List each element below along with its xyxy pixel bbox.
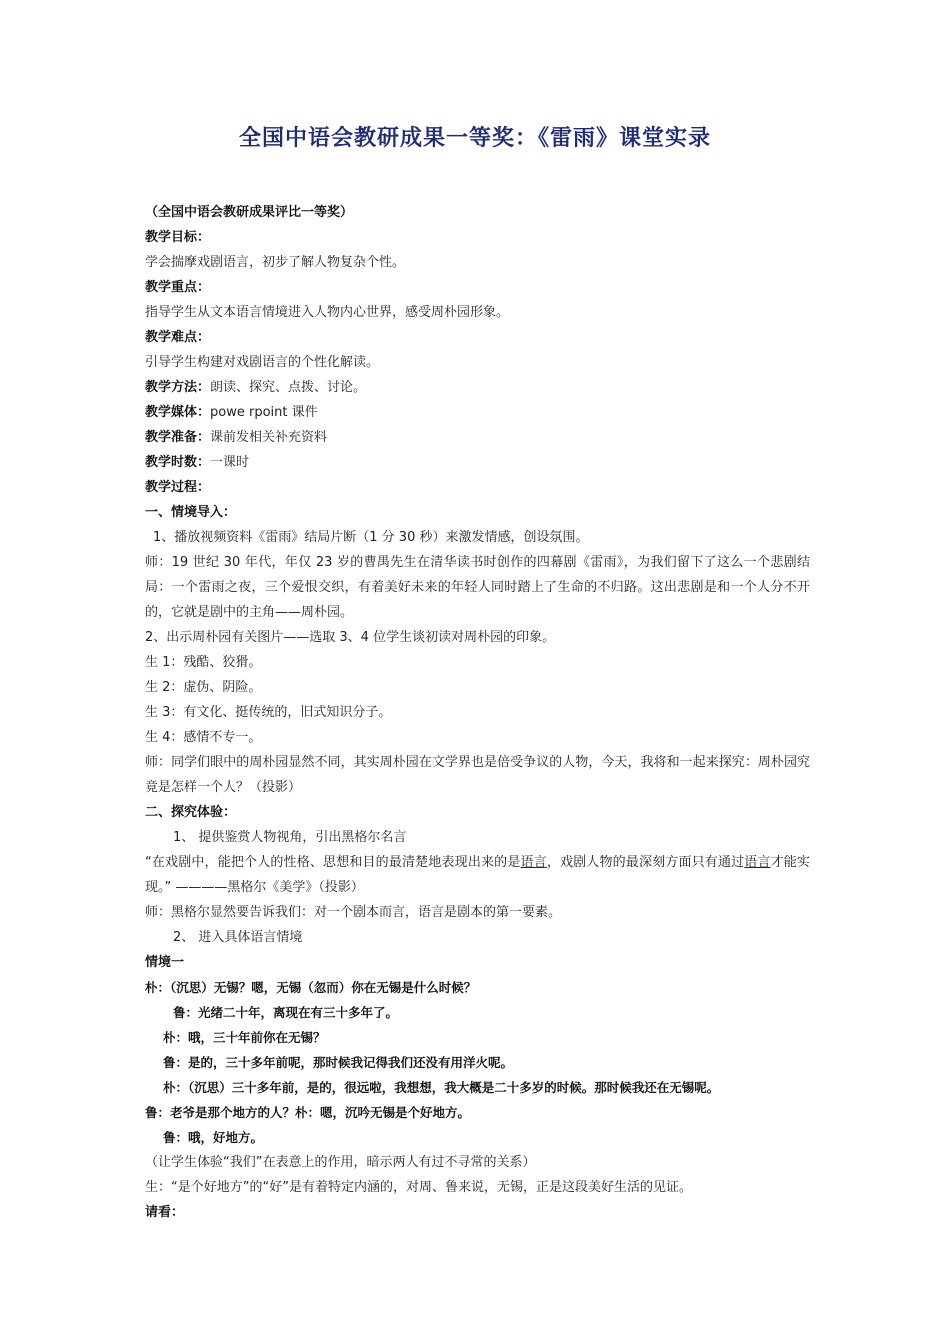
scene-note: （让学生体验“我们”在表意上的作用，暗示两人有过不寻常的关系）	[145, 1155, 536, 1170]
section2-heading: 二、探究体验：	[145, 805, 237, 820]
media-line	[145, 400, 810, 425]
method-line	[145, 375, 810, 400]
media-label: 教学媒体：	[145, 405, 211, 420]
method-text: 朗读、探究、点拨、讨论。	[210, 380, 367, 395]
section2-teacher: 师：黑格尔显然要告诉我们：对一个剧本而言，语言是剧本的第一要素。	[145, 905, 562, 920]
quote-underline-1: 语言	[520, 855, 547, 870]
objective-label: 教学目标：	[145, 230, 211, 245]
section2-step2: 2、 进入具体语言情境	[173, 930, 303, 945]
dialogue-2: 鲁：光绪二十年，离现在有三十多年了。	[173, 1005, 399, 1020]
dialogue-5: 朴：（沉思）三十多年前，是的，很远啦，我想想，我大概是二十多岁的时候。那时候我还在无锡呢。	[163, 1080, 720, 1095]
hours-line	[145, 450, 810, 475]
student-3: 生 3：有文化、挺传统的，旧式知识分子。	[145, 705, 392, 720]
media-text: powe rpoint 课件	[210, 405, 318, 420]
quote-part-b: ，戏剧人物的最深刻方面只有通过	[546, 855, 745, 870]
dialogue-7: 鲁：哦，好地方。	[163, 1130, 264, 1145]
prep-text: 课前发相关补充资料	[210, 430, 328, 445]
process-label: 教学过程：	[145, 480, 211, 495]
difficulty-text: 引导学生构建对戏剧语言的个性化解读。	[145, 355, 380, 370]
scene-1-label: 情境一	[145, 955, 185, 970]
hegel-quote	[145, 850, 810, 900]
dialogue-1: 朴：（沉思）无锡？嗯，无锡（忽而）你在无锡是什么时候？	[145, 980, 477, 995]
student-1: 生 1：残酷、狡猾。	[145, 655, 262, 670]
section1-heading: 一、情境导入：	[145, 505, 237, 520]
hours-label: 教学时数：	[145, 455, 211, 470]
page-title: 全国中语会教研成果一等奖：《雷雨》课堂实录	[238, 126, 711, 151]
section1-step2: 2、出示周朴园有关图片——选取 3、4 位学生谈初读对周朴园的印象。	[145, 630, 556, 645]
focus-label: 教学重点：	[145, 280, 211, 295]
section1-teacher1: 师：19 世纪 30 年代，年仅 23 岁的曹禺先生在清华读书时创作的四幕剧《雷雨》，为我们留下了这么一个悲剧结局：一个雷雨之夜，三个爱恨交织，有着美好未来的年轻人同时踏上了生命的不归路。这出悲剧是和一个人分不开的，它就是剧中的主角——周朴园。	[145, 555, 810, 620]
section1-teacher2: 师：同学们眼中的周朴园显然不同，其实周朴园在文学界也是倍受争议的人物，今天，我将和一起来探究：周朴园究竟是怎样一个人？（投影）	[145, 755, 810, 795]
difficulty-label: 教学难点：	[145, 330, 211, 345]
document-body	[145, 200, 810, 1225]
quote-underline-2: 语言	[744, 855, 771, 870]
hours-text: 一课时	[210, 455, 250, 470]
subtitle: （全国中语会教研成果评比一等奖）	[145, 205, 354, 220]
quote-part-c: 才能实现。” ————黑格尔《美学》（投影）	[145, 855, 810, 895]
section2-step1: 1、 提供鉴赏人物视角，引出黑格尔名言	[173, 830, 407, 845]
dialogue-4: 鲁：是的，三十多年前呢，那时候我记得我们还没有用洋火呢。	[163, 1055, 514, 1070]
dialogue-3: 朴：哦，三十年前你在无锡？	[163, 1030, 326, 1045]
prep-label: 教学准备：	[145, 430, 211, 445]
student-4: 生 4：感情不专一。	[145, 730, 262, 745]
please-see: 请看：	[145, 1205, 185, 1220]
objective-text: 学会揣摩戏剧语言，初步了解人物复杂个性。	[145, 255, 406, 270]
method-label: 教学方法：	[145, 380, 211, 395]
quote-part-a: “在戏剧中，能把个人的性格、思想和目的最清楚地表现出来的是	[145, 855, 521, 870]
student-response: 生：“是个好地方”的“好”是有着特定内涵的，对周、鲁来说，无锡，正是这段美好生活的见证。	[145, 1180, 692, 1195]
section1-step1: 1、播放视频资料《雷雨》结局片断（1 分 30 秒）来激发情感，创设氛围。	[153, 530, 589, 545]
prep-line	[145, 425, 810, 450]
focus-text: 指导学生从文本语言情境进入人物内心世界，感受周朴园形象。	[145, 305, 510, 320]
student-2: 生 2：虚伪、阴险。	[145, 680, 262, 695]
dialogue-6: 鲁：老爷是那个地方的人？朴：嗯，沉吟无锡是个好地方。	[145, 1105, 471, 1120]
